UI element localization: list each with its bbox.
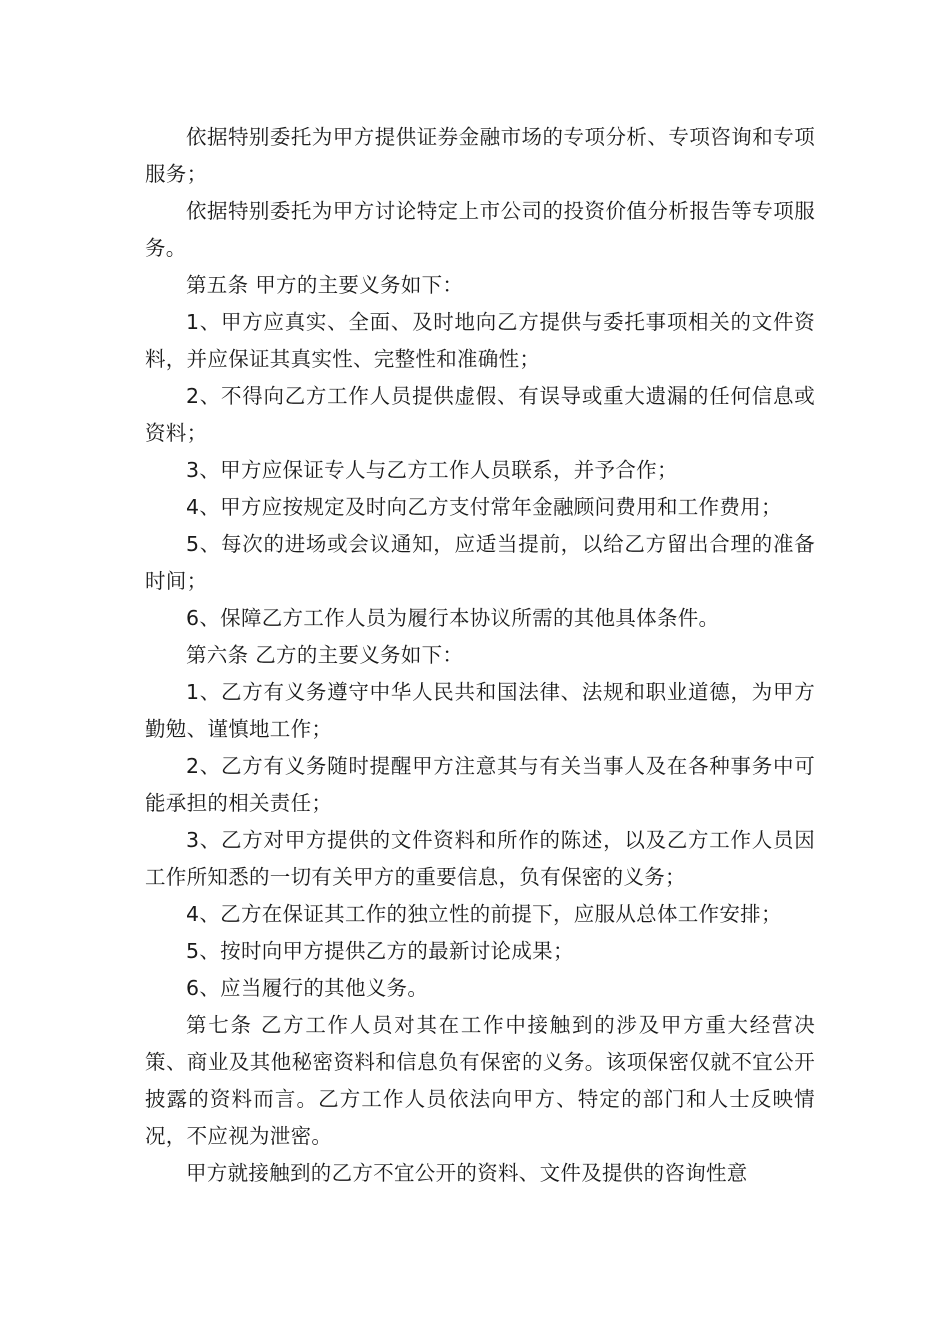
article-6-item-5: 5、按时向甲方提供乙方的最新讨论成果； bbox=[186, 939, 574, 963]
article-5-heading: 第五条 甲方的主要义务如下： bbox=[186, 273, 464, 297]
article-5-item-3: 3、甲方应保证专人与乙方工作人员联系，并予合作； bbox=[186, 458, 678, 482]
paragraph-special-entrust-research: 依据特别委托为甲方讨论特定上市公司的投资价值分析报告等专项服务。 bbox=[145, 199, 815, 260]
article-7-paragraph: 第七条 乙方工作人员对其在工作中接触到的涉及甲方重大经营决策、商业及其他秘密资料和信息负有保密的义务。该项保密仅就不宜公开披露的资料而言。乙方工作人员依法向甲方、特定的部门和人士反映情况，不应视为泄密。 bbox=[145, 1013, 815, 1148]
article-5-item-6: 6、保障乙方工作人员为履行本协议所需的其他具体条件。 bbox=[186, 606, 720, 630]
article-5-item-1: 1、甲方应真实、全面、及时地向乙方提供与委托事项相关的文件资料，并应保证其真实性、完整性和准确性； bbox=[145, 310, 815, 371]
article-6-item-2: 2、乙方有义务随时提醒甲方注意其与有关当事人及在各种事务中可能承担的相关责任； bbox=[145, 754, 815, 815]
article-6-heading: 第六条 乙方的主要义务如下： bbox=[186, 643, 464, 667]
article-6-item-3: 3、乙方对甲方提供的文件资料和所作的陈述，以及乙方工作人员因工作所知悉的一切有关甲方的重要信息，负有保密的义务； bbox=[145, 828, 815, 889]
article-6-item-6: 6、应当履行的其他义务。 bbox=[186, 976, 429, 1000]
article-5-item-2: 2、不得向乙方工作人员提供虚假、有误导或重大遗漏的任何信息或资料； bbox=[145, 384, 815, 445]
document-body bbox=[145, 119, 815, 1192]
paragraph-special-entrust-analysis: 依据特别委托为甲方提供证券金融市场的专项分析、专项咨询和专项服务； bbox=[145, 125, 815, 186]
article-6-item-4: 4、乙方在保证其工作的独立性的前提下，应服从总体工作安排； bbox=[186, 902, 782, 926]
article-5-item-4: 4、甲方应按规定及时向乙方支付常年金融顾问费用和工作费用； bbox=[186, 495, 782, 519]
article-6-item-1: 1、乙方有义务遵守中华人民共和国法律、法规和职业道德，为甲方勤勉、谨慎地工作； bbox=[145, 680, 815, 741]
party-a-confidentiality-paragraph: 甲方就接触到的乙方不宜公开的资料、文件及提供的咨询性意 bbox=[186, 1161, 748, 1185]
article-5-item-5: 5、每次的进场或会议通知，应适当提前，以给乙方留出合理的准备时间； bbox=[145, 532, 815, 593]
